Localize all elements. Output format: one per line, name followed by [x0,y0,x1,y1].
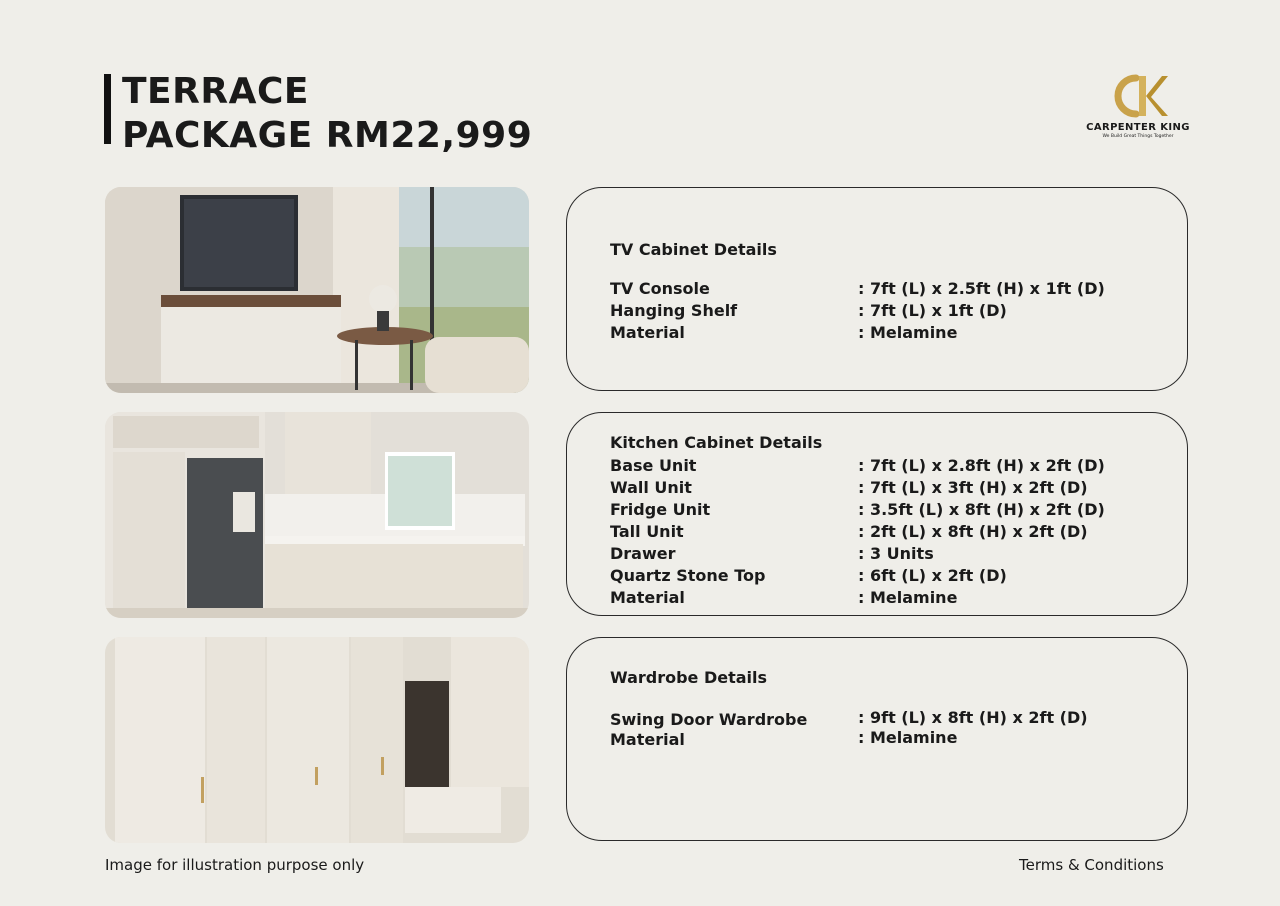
spec-label: TV Console [610,279,710,298]
spec-row [610,566,1170,588]
spec-row [610,588,1170,610]
tv-cabinet-image [105,187,529,393]
spec-value: : 9ft (L) x 8ft (H) x 2ft (D) [858,708,1088,727]
spec-value: : 7ft (L) x 1ft (D) [858,301,1007,320]
spec-value: : 3.5ft (L) x 8ft (H) x 2ft (D) [858,500,1105,519]
terms-link[interactable]: Terms & Conditions [1019,856,1164,874]
spec-value: : 7ft (L) x 2.8ft (H) x 2ft (D) [858,456,1105,475]
kitchen-cabinet-title: Kitchen Cabinet Details [610,433,823,452]
title-accent-bar [104,74,111,144]
spec-label: Tall Unit [610,522,684,541]
brand-tagline: We Build Great Things Together [1102,134,1174,139]
wardrobe-card [566,637,1188,841]
spec-value: : Melamine [858,728,958,747]
spec-row [610,323,1170,345]
spec-value: : 3 Units [858,544,934,563]
spec-row [610,478,1170,500]
spec-label: Material [610,323,685,342]
spec-label: Base Unit [610,456,697,475]
title-line-2: PACKAGE RM22,999 [122,115,533,156]
spec-value: : Melamine [858,588,958,607]
spec-value: : 6ft (L) x 2ft (D) [858,566,1007,585]
illustration-disclaimer: Image for illustration purpose only [105,856,365,874]
kitchen-cabinet-image [105,412,529,618]
spec-row [610,456,1170,478]
spec-label: Drawer [610,544,676,563]
spec-value: : 2ft (L) x 8ft (H) x 2ft (D) [858,522,1088,541]
spec-row [610,522,1170,544]
spec-label: Material [610,588,685,607]
spec-row [610,544,1170,566]
spec-row [610,730,1170,752]
spec-label: Wall Unit [610,478,692,497]
spec-row [610,279,1170,301]
spec-label: Material [610,730,685,749]
spec-value: : 7ft (L) x 2.5ft (H) x 1ft (D) [858,279,1105,298]
spec-label: Fridge Unit [610,500,711,519]
ck-monogram-icon [1106,72,1170,120]
spec-value: : 7ft (L) x 3ft (H) x 2ft (D) [858,478,1088,497]
spec-row [610,708,1170,730]
spec-label: Quartz Stone Top [610,566,766,585]
wardrobe-image [105,637,529,843]
wardrobe-title: Wardrobe Details [610,668,768,687]
brand-name: CARPENTER KING [1086,122,1190,133]
package-title [122,70,532,158]
tv-cabinet-title: TV Cabinet Details [610,240,777,259]
title-line-1: TERRACE [122,71,309,112]
tv-cabinet-card [566,187,1188,391]
kitchen-cabinet-card [566,412,1188,616]
spec-row [610,500,1170,522]
spec-row [610,301,1170,323]
spec-label: Hanging Shelf [610,301,738,320]
spec-value: : Melamine [858,323,958,342]
spec-label: Swing Door Wardrobe [610,710,808,729]
brand-logo [1076,72,1200,144]
